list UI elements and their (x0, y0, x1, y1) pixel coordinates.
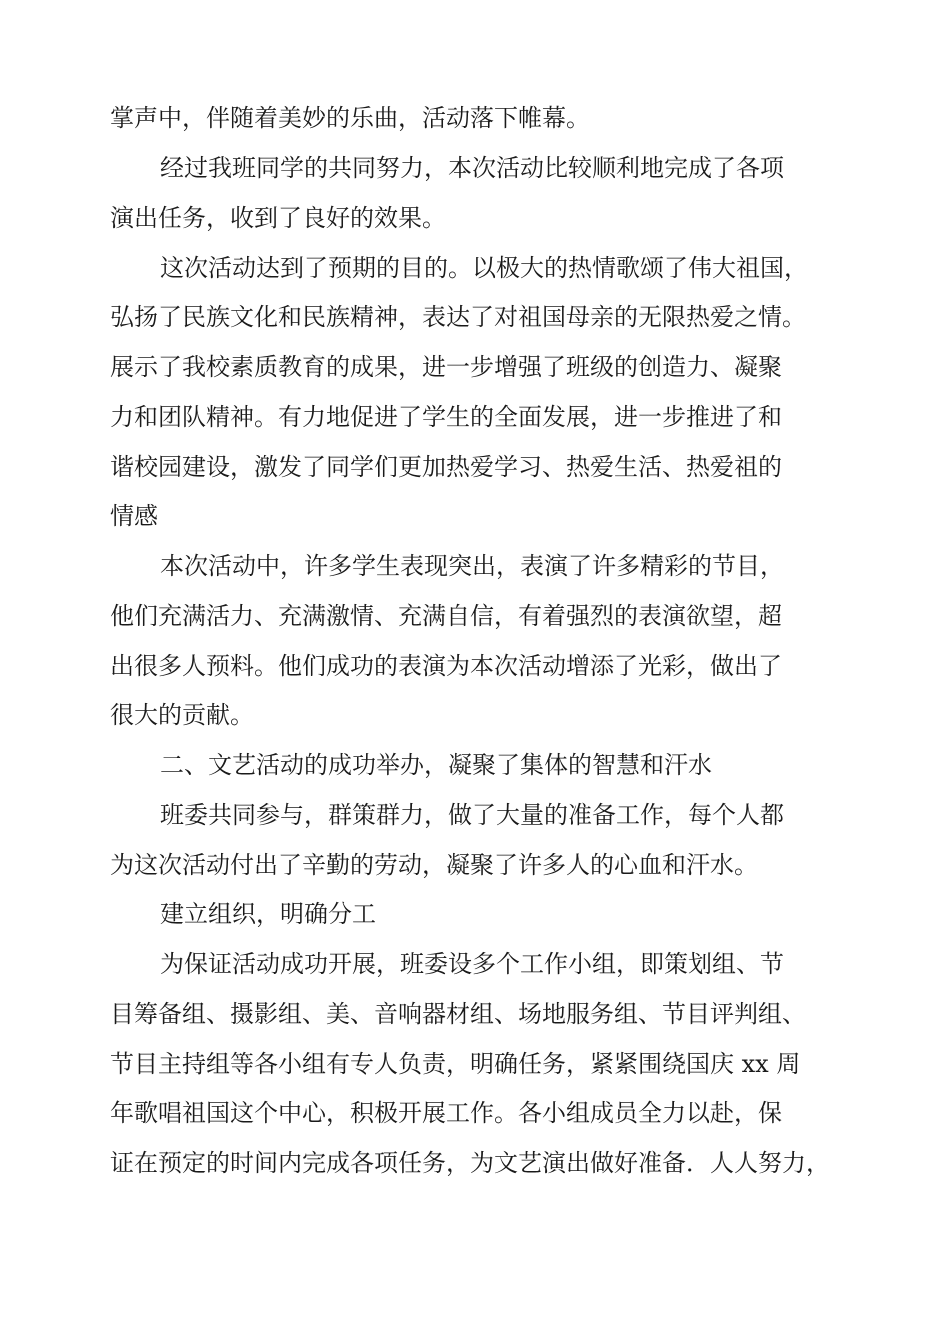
text-line: 目筹备组、摄影组、美、音响器材组、场地服务组、节目评判组、 (110, 1000, 806, 1028)
text-line: 出很多人预料。他们成功的表演为本次活动增添了光彩，做出了 (110, 652, 782, 680)
paragraph-first-line: 为保证活动成功开展，班委设多个工作小组，即策划组、节 (160, 950, 784, 978)
text-line: 证在预定的时间内完成各项任务，为文艺演出做好准备．人人努力， (110, 1149, 830, 1177)
text-line: 掌声中，伴随着美妙的乐曲，活动落下帷幕。 (110, 104, 590, 132)
section-heading: 二、文艺活动的成功举办，凝聚了集体的智慧和汗水 (160, 751, 712, 779)
text-line: 演出任务，收到了良好的效果。 (110, 204, 446, 232)
paragraph-first-line: 班委共同参与，群策群力，做了大量的准备工作，每个人都 (160, 801, 784, 829)
text-line: 为这次活动付出了辛勤的劳动，凝聚了许多人的心血和汗水。 (110, 851, 758, 879)
text-line: 展示了我校素质教育的成果，进一步增强了班级的创造力、凝聚 (110, 353, 782, 381)
text-line: 他们充满活力、充满激情、充满自信，有着强烈的表演欲望，超 (110, 602, 782, 630)
text-line: 情感 (110, 502, 158, 530)
text-line: 谐校园建设，激发了同学们更加热爱学习、热爱生活、热爱祖的 (110, 453, 782, 481)
paragraph-first-line: 经过我班同学的共同努力，本次活动比较顺利地完成了各项 (160, 154, 784, 182)
text-line: 弘扬了民族文化和民族精神，表达了对祖国母亲的无限热爱之情。 (110, 303, 806, 331)
paragraph-first-line: 本次活动中，许多学生表现突出，表演了许多精彩的节目， (160, 552, 784, 580)
text-line: 年歌唱祖国这个中心，积极开展工作。各小组成员全力以赴，保 (110, 1099, 782, 1127)
text-line: 很大的贡献。 (110, 701, 254, 729)
subsection-heading: 建立组织，明确分工 (160, 900, 376, 928)
text-line: 节目主持组等各小组有专人负责，明确任务，紧紧围绕国庆 xx 周 (110, 1050, 801, 1078)
paragraph-first-line: 这次活动达到了预期的目的。以极大的热情歌颂了伟大祖国， (160, 254, 808, 282)
text-line: 力和团队精神。有力地促进了学生的全面发展，进一步推进了和 (110, 403, 782, 431)
